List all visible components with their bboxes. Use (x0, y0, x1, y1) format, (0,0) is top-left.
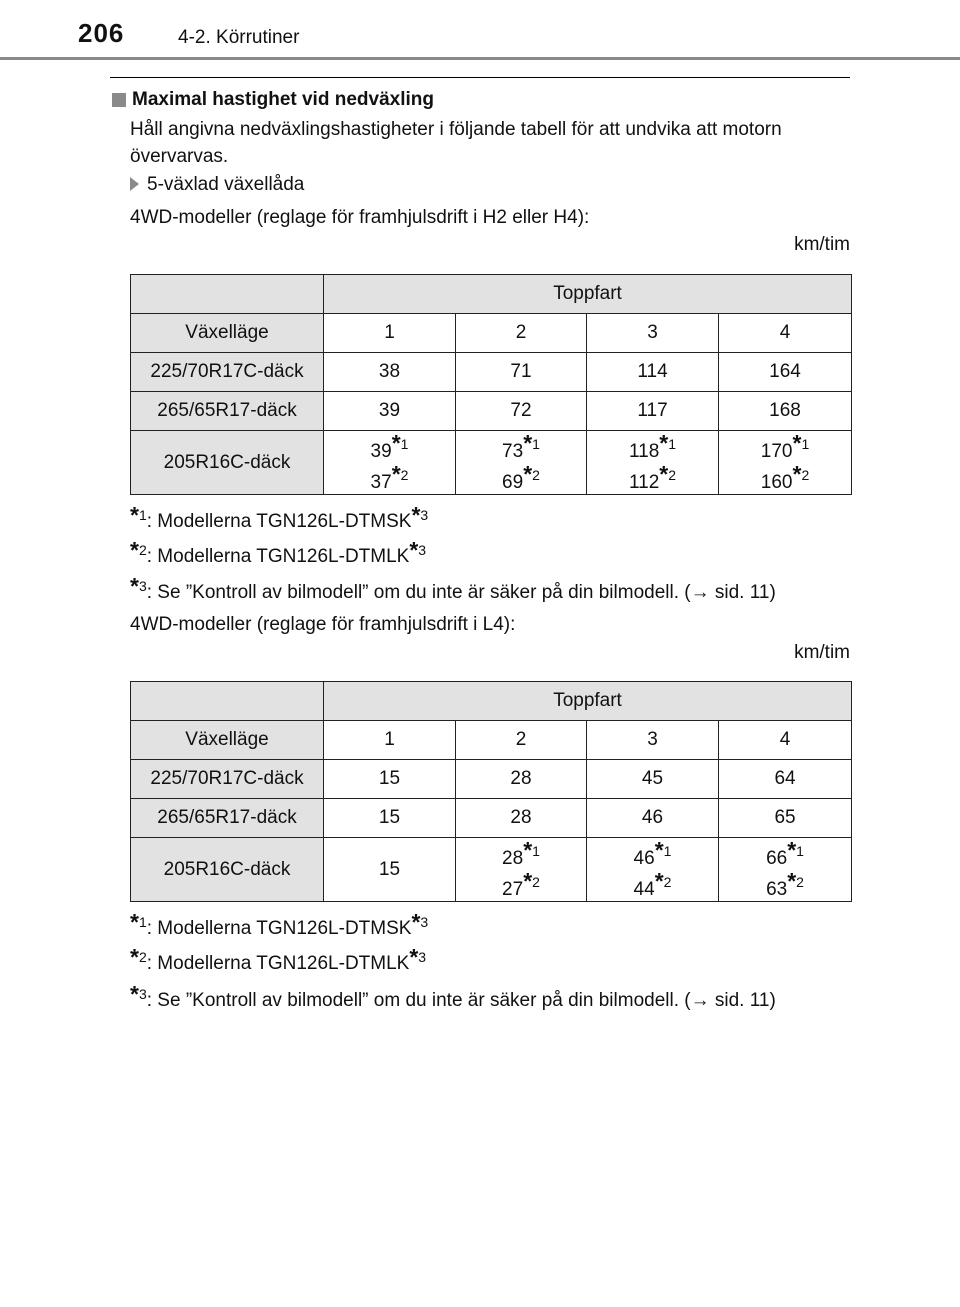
speed-value: 39 (370, 440, 392, 462)
speed-value: 27 (502, 878, 524, 900)
speed-value: 160 (760, 471, 793, 493)
footnote (130, 537, 426, 568)
gear-label: Växelläge (131, 721, 324, 760)
speed-value: 63 (766, 878, 788, 900)
table2-unit: km/tim (794, 642, 850, 663)
speed-cell: 15 (324, 838, 456, 902)
footnote-star: * (654, 867, 664, 894)
arrow-right-icon (130, 177, 139, 191)
footnote-star: * (130, 909, 139, 935)
content-rule (110, 77, 850, 78)
speed-cell: 117 (587, 392, 719, 431)
table-row (131, 392, 852, 431)
footnote-ref: 2 (663, 873, 672, 890)
speed-cell: 114 (587, 353, 719, 392)
footnote-star: * (787, 836, 797, 863)
speed-value: 69 (502, 471, 524, 493)
speed-value: 112 (628, 471, 660, 493)
footnote-star: * (130, 981, 139, 1007)
speed-cell: 168 (719, 392, 852, 431)
footnote-star: * (411, 502, 421, 528)
footnote-star: * (792, 429, 802, 456)
footnote-star: * (523, 429, 533, 456)
subheading-text: 5-växlad växellåda (147, 174, 305, 195)
speed-cell: 71 (456, 353, 587, 392)
footnote-ref: 2 (796, 873, 804, 890)
footnote-text: : Se ”Kontroll av bilmodell” om du inte är säker på din bilmodell. (→ sid. 11) (146, 990, 776, 1011)
heading (112, 89, 434, 111)
tire-label: 265/65R17-däck (131, 392, 324, 431)
footnote (130, 909, 428, 940)
page-number: 206 (78, 18, 125, 48)
speed-cell: 15 (324, 760, 456, 799)
speed-value: 66 (766, 847, 788, 869)
footnote-star: * (130, 537, 139, 563)
tire-label: 205R16C-däck (131, 838, 324, 902)
footnote-star: * (523, 836, 533, 863)
speed-cell: 45 (587, 760, 719, 799)
top-speed-header: Toppfart (324, 682, 852, 721)
speed-cell-footnoted (587, 838, 719, 902)
table-row (131, 760, 852, 799)
footnote-ref: 1 (796, 842, 804, 859)
gear-header: 1 (324, 314, 456, 353)
footnote-text: : Modellerna TGN126L-DTMSK (146, 918, 412, 939)
speed-cell: 38 (324, 353, 456, 392)
intro-line-2: övervarvas. (130, 146, 229, 167)
speed-cell-footnoted (456, 838, 587, 902)
speed-cell: 28 (456, 799, 587, 838)
footnote-ref: 1 (532, 435, 540, 452)
footnote-number: 3 (138, 986, 147, 1002)
table-corner-cell (131, 682, 324, 721)
tire-label: 265/65R17-däck (131, 799, 324, 838)
footnote-ref: 1 (668, 435, 677, 452)
tire-label: 225/70R17C-däck (131, 353, 324, 392)
speed-cell: 28 (456, 760, 587, 799)
footnote-star: * (654, 836, 664, 863)
footnote-ref: 2 (801, 466, 810, 483)
footnote-star: * (130, 502, 139, 528)
gear-header: 3 (587, 721, 719, 760)
footnote-number: 2 (138, 949, 147, 965)
gear-header: 4 (719, 721, 852, 760)
footnote-text: : Se ”Kontroll av bilmodell” om du inte är säker på din bilmodell. (→ sid. 11) (146, 582, 776, 603)
top-speed-header: Toppfart (324, 275, 852, 314)
gear-label: Växelläge (131, 314, 324, 353)
tire-label: 225/70R17C-däck (131, 760, 324, 799)
speed-cell: 164 (719, 353, 852, 392)
speed-value: 73 (502, 440, 524, 462)
tire-label: 205R16C-däck (131, 431, 324, 495)
footnote (130, 573, 776, 604)
table2-caption: 4WD-modeller (reglage för framhjulsdrift i L4): (130, 614, 516, 635)
footnote (130, 502, 428, 533)
footnote-ref: 1 (801, 435, 810, 452)
speed-cell: 15 (324, 799, 456, 838)
footnote-star: * (792, 460, 802, 487)
header-rule (0, 57, 960, 60)
footnote-ref: 3 (418, 949, 427, 965)
gear-header: 3 (587, 314, 719, 353)
speed-cell: 72 (456, 392, 587, 431)
footnote-number: 3 (138, 578, 147, 594)
table-row (131, 838, 852, 902)
intro-line-1: Håll angivna nedväxlingshastigheter i följande tabell för att undvika att motorn (130, 119, 782, 140)
footnote-star: * (659, 460, 669, 487)
footnote-ref: 3 (420, 507, 429, 523)
speed-cell: 64 (719, 760, 852, 799)
speed-value: 28 (502, 847, 524, 869)
table-row (131, 799, 852, 838)
subheading (130, 171, 304, 198)
footnote-star: * (787, 867, 797, 894)
speed-cell: 65 (719, 799, 852, 838)
speed-cell-footnoted (587, 431, 719, 495)
speed-value: 118 (628, 440, 660, 462)
footnote-ref: 2 (532, 466, 540, 483)
speed-cell: 46 (587, 799, 719, 838)
footnote-text: : Modellerna TGN126L-DTMLK (146, 953, 410, 974)
table-row (131, 431, 852, 495)
footnote-ref: 3 (420, 914, 429, 930)
table1-caption: 4WD-modeller (reglage för framhjulsdrift i H2 eller H4): (130, 207, 590, 228)
footnote-star: * (523, 460, 533, 487)
speed-value: 170 (760, 440, 793, 462)
table-corner-cell (131, 275, 324, 314)
footnote-number: 1 (138, 507, 147, 523)
footnote-number: 1 (138, 914, 147, 930)
footnote-text: : Modellerna TGN126L-DTMSK (146, 511, 412, 532)
footnote-ref: 1 (663, 842, 672, 859)
table-row (131, 353, 852, 392)
footnote-ref: 2 (400, 466, 409, 483)
footnote-star: * (130, 573, 139, 599)
footnote-ref: 2 (532, 873, 540, 890)
speed-cell-footnoted (719, 431, 852, 495)
footnote-star: * (659, 429, 669, 456)
speed-cell-footnoted (719, 838, 852, 902)
square-bullet-icon (112, 93, 126, 107)
footnote-star: * (523, 867, 533, 894)
footnote-star: * (391, 429, 401, 456)
speed-value: 44 (633, 878, 655, 900)
gear-header: 4 (719, 314, 852, 353)
heading-text: Maximal hastighet vid nedväxling (132, 89, 434, 110)
speed-cell-footnoted (456, 431, 587, 495)
speed-table-1 (130, 274, 852, 495)
footnote-ref: 1 (532, 842, 540, 859)
footnote-number: 2 (138, 542, 147, 558)
footnote-ref: 2 (668, 466, 677, 483)
footnote-ref: 1 (400, 435, 409, 452)
footnote (130, 944, 426, 975)
speed-cell: 39 (324, 392, 456, 431)
footnote (130, 981, 776, 1012)
gear-header: 2 (456, 314, 587, 353)
footnote-star: * (411, 909, 421, 935)
footnote-star: * (409, 944, 419, 970)
speed-table-2 (130, 681, 852, 902)
footnote-star: * (130, 944, 139, 970)
speed-value: 37 (370, 471, 392, 493)
speed-value: 46 (633, 847, 655, 869)
speed-cell-footnoted (324, 431, 456, 495)
table1-unit: km/tim (794, 234, 850, 255)
footnote-star: * (409, 537, 419, 563)
footnote-star: * (391, 460, 401, 487)
gear-header: 2 (456, 721, 587, 760)
gear-header: 1 (324, 721, 456, 760)
footnote-text: : Modellerna TGN126L-DTMLK (146, 546, 410, 567)
section-title: 4-2. Körrutiner (178, 27, 300, 48)
footnote-ref: 3 (418, 542, 427, 558)
